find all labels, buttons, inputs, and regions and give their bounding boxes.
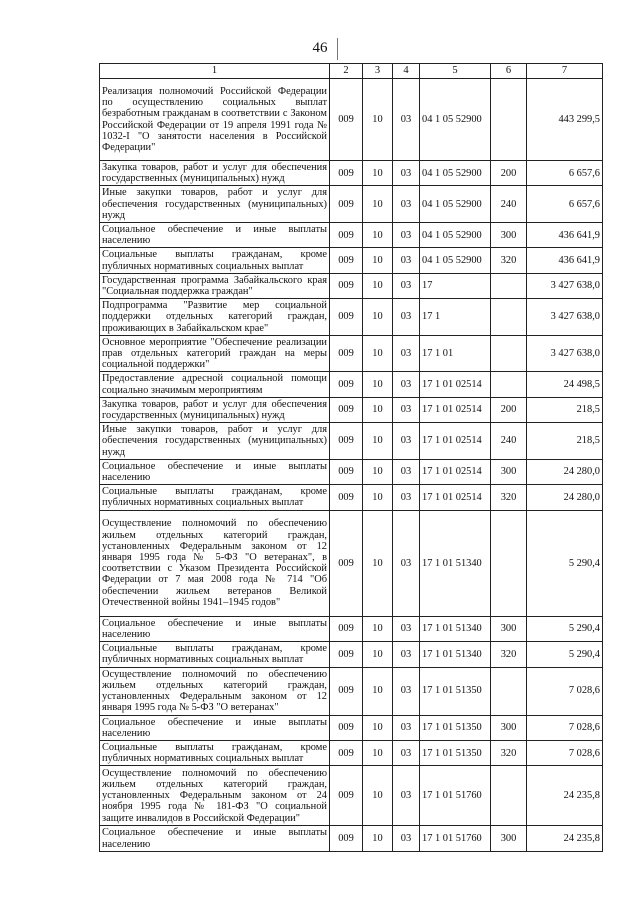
cell-csr: 17 1 01 51340: [420, 642, 491, 667]
cell-amount: 5 290,4: [527, 642, 603, 667]
cell-amount: 24 235,8: [527, 826, 603, 851]
cell-ministry: 009: [330, 616, 363, 641]
cell-section: 10: [363, 740, 393, 765]
cell-csr: 17: [420, 273, 491, 298]
table-row: [100, 715, 603, 740]
cell-subsection: 03: [393, 223, 420, 248]
table-row: [100, 372, 603, 397]
cell-section: 10: [363, 423, 393, 460]
cell-amount: 218,5: [527, 397, 603, 422]
cell-vr: 300: [491, 715, 527, 740]
table-row: [100, 459, 603, 484]
cell-section: 10: [363, 642, 393, 667]
cell-name: Социальное обеспечение и иные выплаты населению: [100, 459, 330, 484]
table-row: [100, 248, 603, 273]
cell-ministry: 009: [330, 299, 363, 336]
cell-ministry: 009: [330, 248, 363, 273]
cell-amount: 3 427 638,0: [527, 299, 603, 336]
cell-ministry: 009: [330, 335, 363, 372]
cell-csr: 04 1 05 52900: [420, 223, 491, 248]
cell-section: 10: [363, 459, 393, 484]
cell-subsection: 03: [393, 186, 420, 223]
cell-section: 10: [363, 299, 393, 336]
cell-ministry: 009: [330, 397, 363, 422]
table-row: [100, 667, 603, 715]
cell-name: Иные закупки товаров, работ и услуг для обеспечения государственных (муниципальных) нужд: [100, 423, 330, 460]
table-row: [100, 79, 603, 161]
column-header: 5: [420, 64, 491, 79]
cell-csr: 04 1 05 52900: [420, 186, 491, 223]
cell-subsection: 03: [393, 826, 420, 851]
cell-name: Подпрограмма "Развитие мер социальной поддержки отдельных категорий граждан, проживающих в Забайкальском крае": [100, 299, 330, 336]
cell-ministry: 009: [330, 186, 363, 223]
table-row: [100, 273, 603, 298]
cell-amount: 6 657,6: [527, 186, 603, 223]
table-row: [100, 740, 603, 765]
cell-section: 10: [363, 826, 393, 851]
table-row: [100, 510, 603, 616]
cell-subsection: 03: [393, 79, 420, 161]
cell-subsection: 03: [393, 248, 420, 273]
cell-name: Социальные выплаты гражданам, кроме публичных нормативных социальных выплат: [100, 485, 330, 510]
cell-csr: 17 1 01 51760: [420, 766, 491, 826]
cell-amount: 5 290,4: [527, 510, 603, 616]
cell-name: Осуществление полномочий по обеспечению жильем отдельных категорий граждан, установленных Федеральным законом от 12 января 1995 года № 5-ФЗ "О ветеранах": [100, 667, 330, 715]
cell-section: 10: [363, 616, 393, 641]
cell-section: 10: [363, 372, 393, 397]
cell-section: 10: [363, 715, 393, 740]
cell-amount: 24 498,5: [527, 372, 603, 397]
cell-vr: [491, 510, 527, 616]
cell-amount: 7 028,6: [527, 740, 603, 765]
table-row: [100, 826, 603, 851]
cell-section: 10: [363, 667, 393, 715]
cell-section: 10: [363, 510, 393, 616]
column-header: 4: [393, 64, 420, 79]
cell-vr: 240: [491, 186, 527, 223]
cell-name: Государственная программа Забайкальского края "Социальная поддержка граждан": [100, 273, 330, 298]
cell-csr: 17 1 01 51340: [420, 510, 491, 616]
table-row: [100, 642, 603, 667]
cell-ministry: 009: [330, 740, 363, 765]
cell-section: 10: [363, 335, 393, 372]
cell-csr: 17 1 01 02514: [420, 485, 491, 510]
cell-csr: 04 1 05 52900: [420, 79, 491, 161]
cell-subsection: 03: [393, 459, 420, 484]
page-number: 46: [0, 40, 640, 57]
cell-csr: 04 1 05 52900: [420, 248, 491, 273]
cell-section: 10: [363, 397, 393, 422]
table-row: [100, 766, 603, 826]
cell-subsection: 03: [393, 642, 420, 667]
column-header: 1: [100, 64, 330, 79]
cell-subsection: 03: [393, 397, 420, 422]
cell-subsection: 03: [393, 299, 420, 336]
cell-csr: 17 1 01 02514: [420, 372, 491, 397]
cell-vr: 240: [491, 423, 527, 460]
cell-vr: 320: [491, 485, 527, 510]
column-header: 3: [363, 64, 393, 79]
cell-name: Социальные выплаты гражданам, кроме публичных нормативных социальных выплат: [100, 740, 330, 765]
cell-name: Социальное обеспечение и иные выплаты населению: [100, 616, 330, 641]
cell-csr: 17 1 01 02514: [420, 459, 491, 484]
cell-amount: 436 641,9: [527, 248, 603, 273]
cell-vr: [491, 273, 527, 298]
cell-section: 10: [363, 248, 393, 273]
table-row: [100, 397, 603, 422]
cell-amount: 5 290,4: [527, 616, 603, 641]
cell-csr: 17 1: [420, 299, 491, 336]
cell-amount: 6 657,6: [527, 161, 603, 186]
cell-vr: 320: [491, 642, 527, 667]
cell-ministry: 009: [330, 510, 363, 616]
cell-subsection: 03: [393, 766, 420, 826]
column-header: 7: [527, 64, 603, 79]
cell-amount: 24 280,0: [527, 459, 603, 484]
cell-vr: 320: [491, 248, 527, 273]
cell-section: 10: [363, 223, 393, 248]
table-row: [100, 335, 603, 372]
cell-subsection: 03: [393, 273, 420, 298]
cell-vr: 300: [491, 616, 527, 641]
cell-ministry: 009: [330, 372, 363, 397]
cell-amount: 7 028,6: [527, 667, 603, 715]
cell-ministry: 009: [330, 667, 363, 715]
cell-vr: [491, 667, 527, 715]
cell-csr: 17 1 01 51340: [420, 616, 491, 641]
cell-name: Предоставление адресной социальной помощи социально значимым мероприятиям: [100, 372, 330, 397]
cell-subsection: 03: [393, 510, 420, 616]
cell-csr: 17 1 01 02514: [420, 397, 491, 422]
table-row: [100, 186, 603, 223]
cell-name: Социальные выплаты гражданам, кроме публичных нормативных социальных выплат: [100, 248, 330, 273]
cell-name: Реализация полномочий Российской Федерации по осуществлению социальных выплат безработным гражданам в соответствии с Законом Российской Федерации от 19 апреля 1991 года № 1032-I "О занятости населения в Российской Федерации": [100, 79, 330, 161]
cell-section: 10: [363, 79, 393, 161]
header-row: [100, 64, 603, 79]
cell-name: Закупка товаров, работ и услуг для обеспечения государственных (муниципальных) нужд: [100, 161, 330, 186]
cell-name: Социальное обеспечение и иные выплаты населению: [100, 826, 330, 851]
cell-vr: 200: [491, 397, 527, 422]
cell-name: Осуществление полномочий по обеспечению жильем отдельных категорий граждан, установленных Федеральным законом от 12 января 1995 года № 5-ФЗ "О ветеранах", в соответствии с Указом Президента Российской Федерации от 7 мая 2008 года № 714 "Об обеспечении жильем ветеранов Великой Отечественной войны 1941–1945 годов": [100, 510, 330, 616]
cell-csr: 17 1 01 51350: [420, 740, 491, 765]
cell-ministry: 009: [330, 79, 363, 161]
table-row: [100, 616, 603, 641]
cell-amount: 3 427 638,0: [527, 273, 603, 298]
cell-name: Социальное обеспечение и иные выплаты населению: [100, 223, 330, 248]
cell-amount: 7 028,6: [527, 715, 603, 740]
cell-csr: 17 1 01 51350: [420, 667, 491, 715]
table-row: [100, 223, 603, 248]
cell-amount: 3 427 638,0: [527, 335, 603, 372]
cell-vr: [491, 299, 527, 336]
cell-subsection: 03: [393, 485, 420, 510]
cell-subsection: 03: [393, 740, 420, 765]
cell-csr: 17 1 01 51760: [420, 826, 491, 851]
cell-section: 10: [363, 766, 393, 826]
cell-subsection: 03: [393, 372, 420, 397]
cell-name: Закупка товаров, работ и услуг для обеспечения государственных (муниципальных) нужд: [100, 397, 330, 422]
cell-ministry: 009: [330, 423, 363, 460]
cell-section: 10: [363, 161, 393, 186]
cell-ministry: 009: [330, 273, 363, 298]
column-header: 6: [491, 64, 527, 79]
cell-ministry: 009: [330, 459, 363, 484]
budget-table: [99, 63, 603, 852]
cell-name: Основное мероприятие "Обеспечение реализации прав отдельных категорий граждан на меры социальной поддержки": [100, 335, 330, 372]
cell-name: Социальные выплаты гражданам, кроме публичных нормативных социальных выплат: [100, 642, 330, 667]
cell-vr: 200: [491, 161, 527, 186]
cell-name: Иные закупки товаров, работ и услуг для обеспечения государственных (муниципальных) нужд: [100, 186, 330, 223]
cell-vr: [491, 335, 527, 372]
cell-subsection: 03: [393, 423, 420, 460]
cell-ministry: 009: [330, 826, 363, 851]
cell-ministry: 009: [330, 223, 363, 248]
cell-section: 10: [363, 273, 393, 298]
cell-ministry: 009: [330, 642, 363, 667]
cell-vr: 300: [491, 459, 527, 484]
cell-subsection: 03: [393, 161, 420, 186]
cell-vr: 320: [491, 740, 527, 765]
cell-subsection: 03: [393, 616, 420, 641]
cell-vr: 300: [491, 223, 527, 248]
cell-name: Осуществление полномочий по обеспечению жильем отдельных категорий граждан, установленных Федеральным законом от 24 ноября 1995 года № 181-ФЗ "О социальной защите инвалидов в Российской Федерации": [100, 766, 330, 826]
cell-amount: 24 235,8: [527, 766, 603, 826]
cell-amount: 24 280,0: [527, 485, 603, 510]
table-row: [100, 485, 603, 510]
cell-amount: 218,5: [527, 423, 603, 460]
cell-csr: 17 1 01: [420, 335, 491, 372]
cell-vr: 300: [491, 826, 527, 851]
cell-vr: [491, 79, 527, 161]
cell-csr: 17 1 01 51350: [420, 715, 491, 740]
cell-amount: 436 641,9: [527, 223, 603, 248]
cell-vr: [491, 766, 527, 826]
table-row: [100, 423, 603, 460]
cell-section: 10: [363, 485, 393, 510]
cell-ministry: 009: [330, 766, 363, 826]
table-row: [100, 161, 603, 186]
cell-section: 10: [363, 186, 393, 223]
cell-name: Социальное обеспечение и иные выплаты населению: [100, 715, 330, 740]
cell-csr: 17 1 01 02514: [420, 423, 491, 460]
cell-ministry: 009: [330, 715, 363, 740]
cell-subsection: 03: [393, 715, 420, 740]
table-row: [100, 299, 603, 336]
cell-amount: 443 299,5: [527, 79, 603, 161]
cell-subsection: 03: [393, 667, 420, 715]
cell-csr: 04 1 05 52900: [420, 161, 491, 186]
cell-ministry: 009: [330, 161, 363, 186]
column-header: 2: [330, 64, 363, 79]
cell-ministry: 009: [330, 485, 363, 510]
cell-vr: [491, 372, 527, 397]
cell-subsection: 03: [393, 335, 420, 372]
